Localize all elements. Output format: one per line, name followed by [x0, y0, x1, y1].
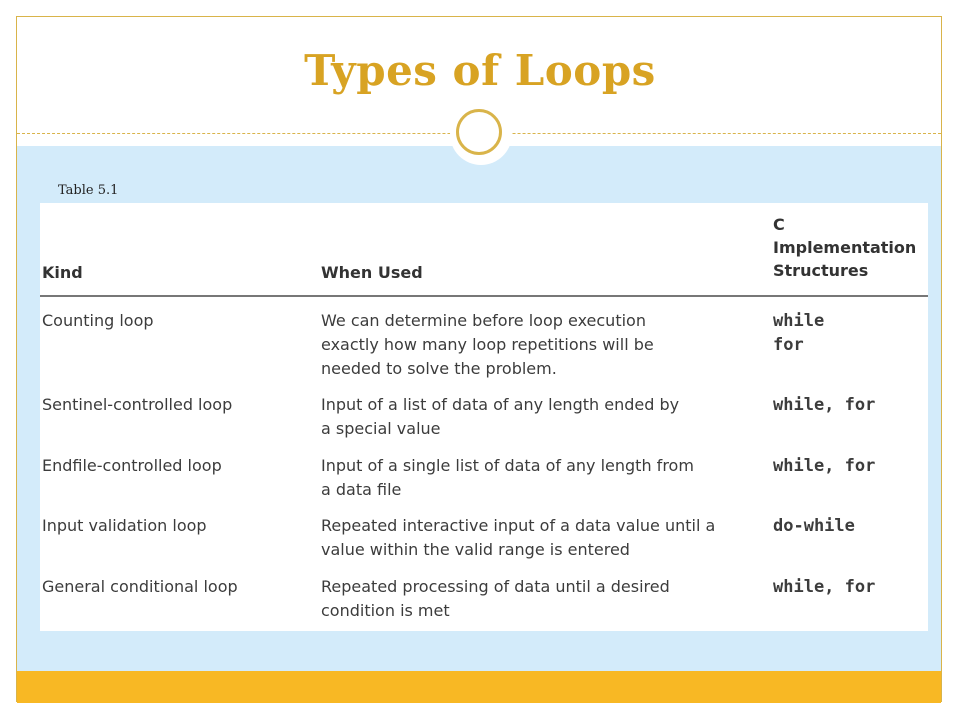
row-c-impl: do-while — [773, 516, 855, 536]
row-when-used: Input of a list of data of any length ended by a special value — [321, 395, 680, 438]
row-c-impl: while, for — [773, 456, 876, 476]
loop-types-table — [40, 203, 928, 631]
row-when-used: Input of a single list of data of any length from a data file — [321, 456, 694, 499]
row-when-used: Repeated interactive input of a data value until a value within the valid range is entered — [321, 516, 716, 559]
row-kind: General conditional loop — [42, 577, 238, 596]
circle-ornament-icon — [456, 109, 502, 155]
table-caption: Table 5.1 — [58, 183, 119, 198]
header-when-used: When Used — [321, 263, 423, 282]
row-when-used: We can determine before loop execution exactly how many loop repetitions will be needed to solve the problem. — [321, 311, 654, 378]
row-when-used: Repeated processing of data until a desired condition is met — [321, 577, 670, 620]
bottom-accent-bar — [17, 671, 941, 703]
header-rule — [40, 295, 928, 297]
row-c-impl: while, for — [773, 577, 876, 597]
slide-title: Types of Loops — [304, 46, 656, 95]
row-kind: Counting loop — [42, 311, 154, 330]
row-kind: Sentinel-controlled loop — [42, 395, 233, 414]
row-c-impl: while for — [773, 311, 825, 355]
row-c-impl: while, for — [773, 395, 876, 415]
header-kind: Kind — [42, 263, 83, 282]
row-kind: Input validation loop — [42, 516, 207, 535]
header-c-implementation: C Implementation Structures — [773, 215, 917, 280]
row-kind: Endfile-controlled loop — [42, 456, 222, 475]
